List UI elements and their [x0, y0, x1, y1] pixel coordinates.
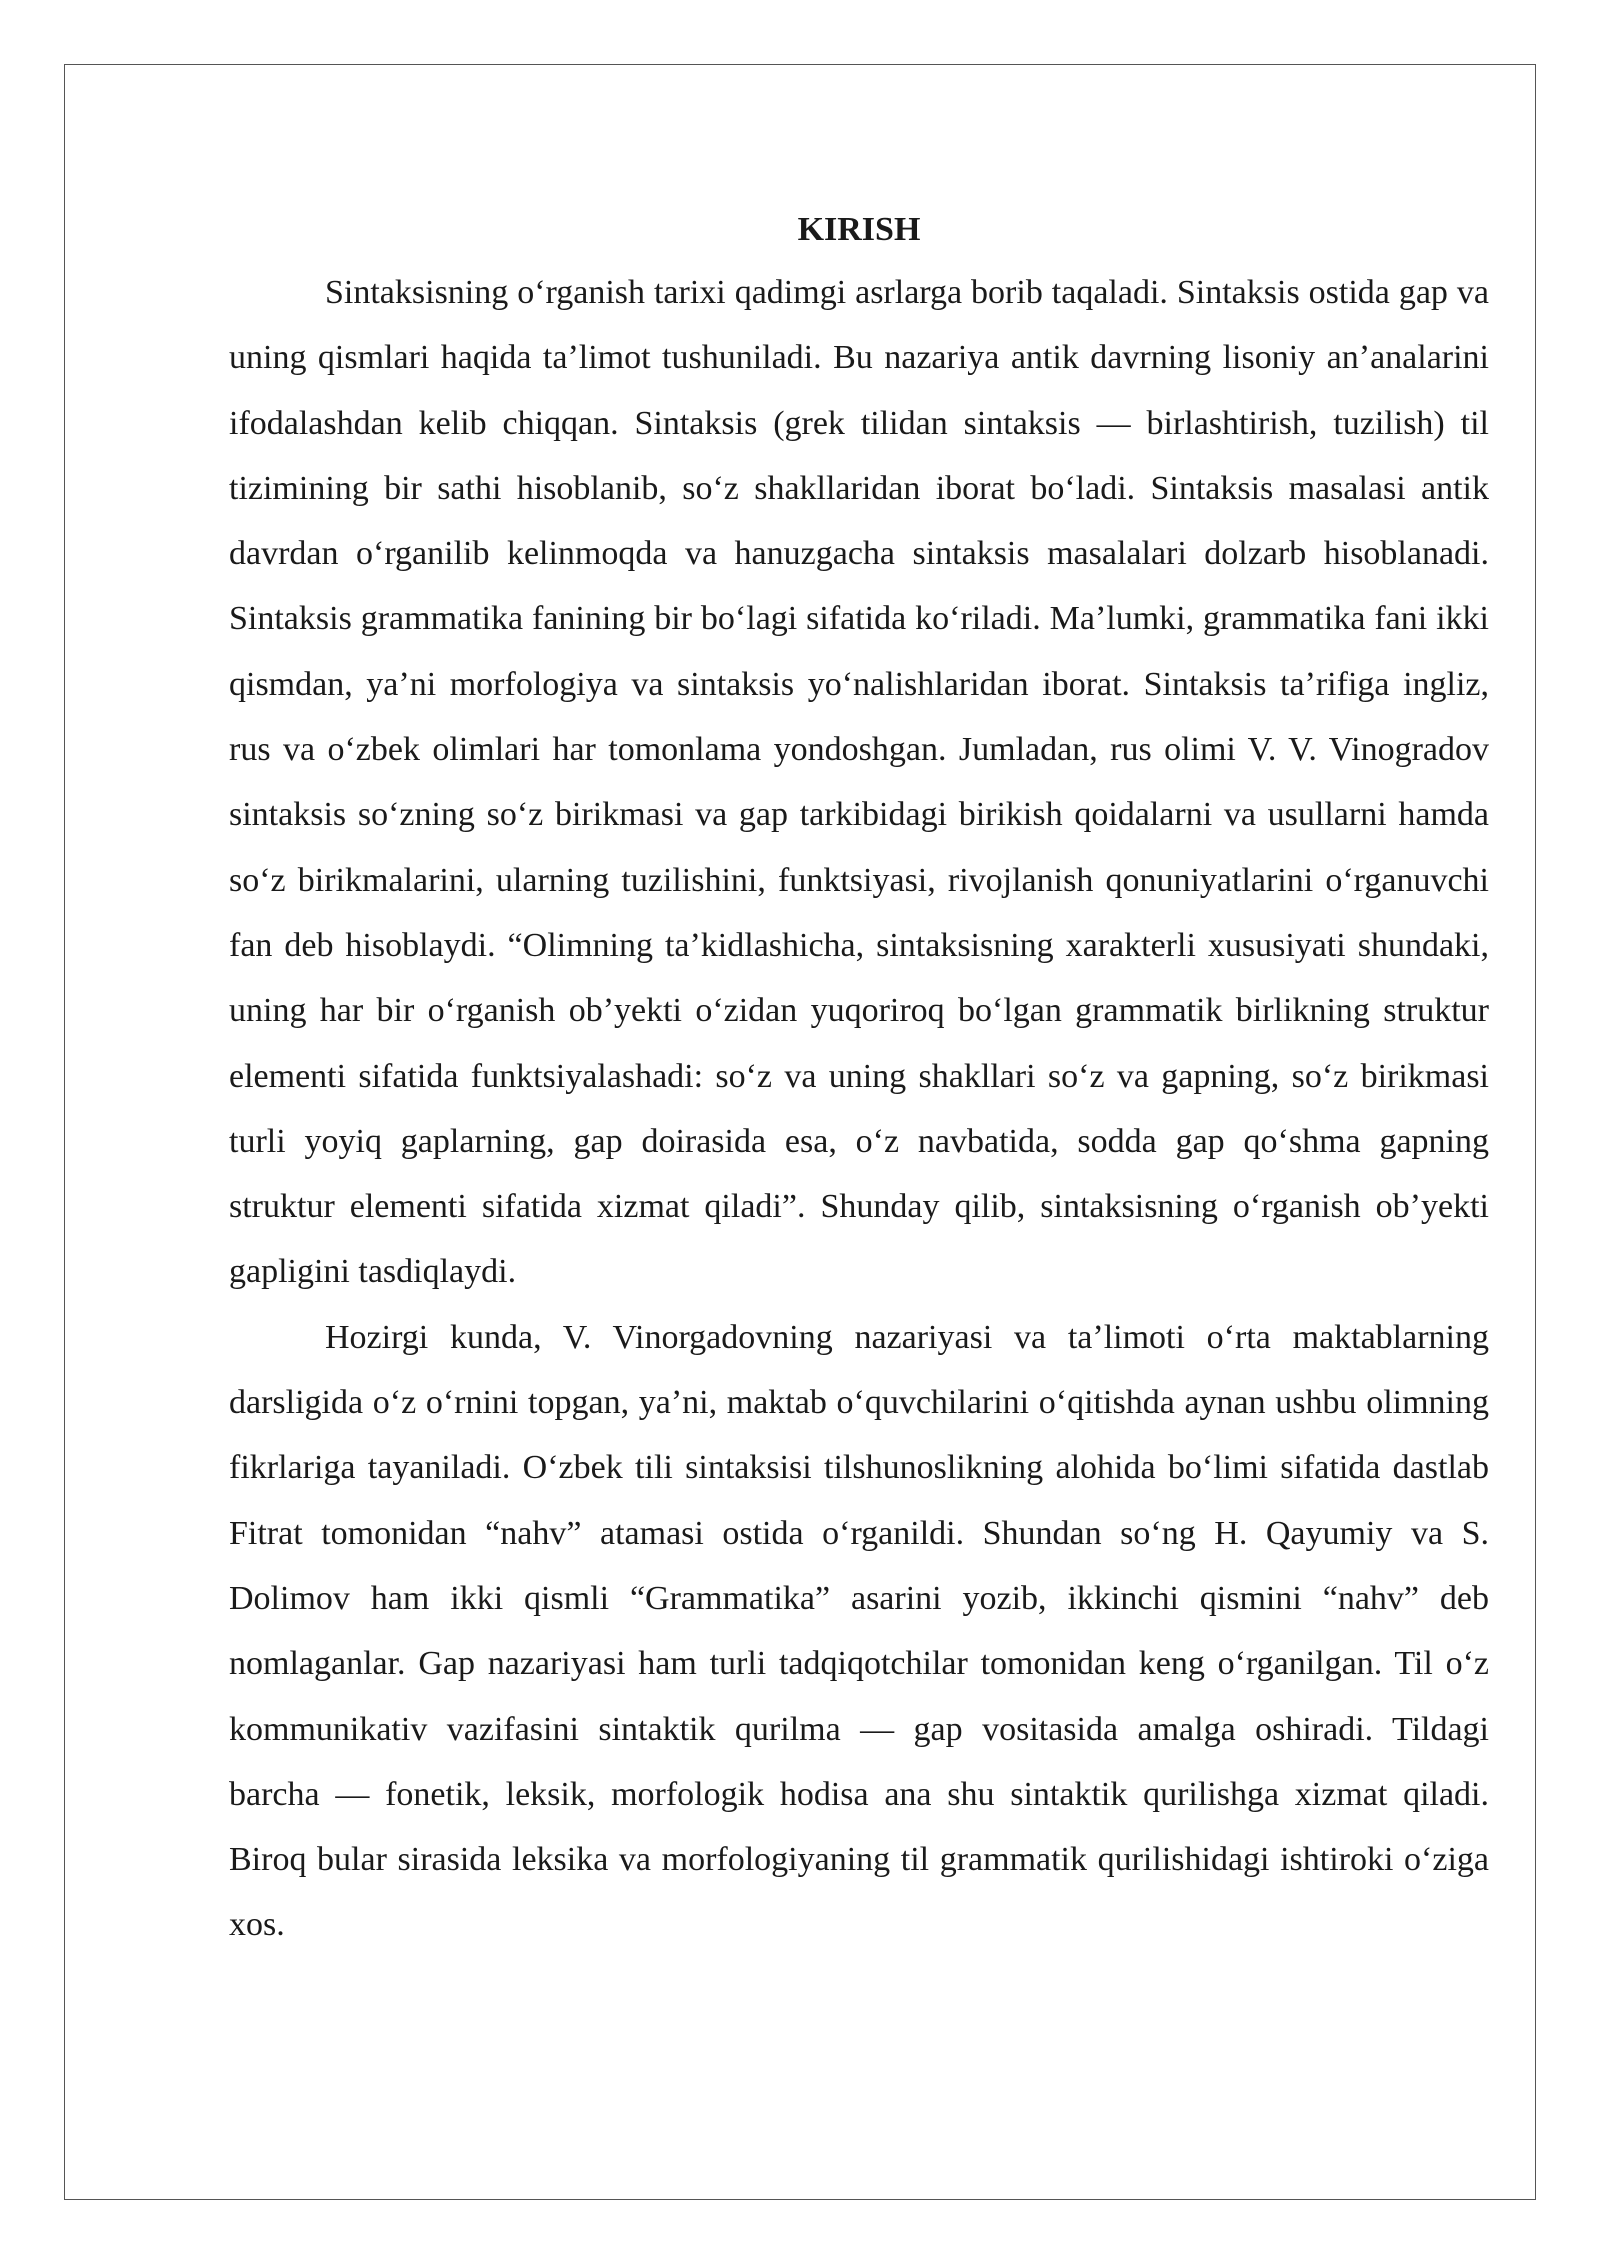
paragraph-2: Hozirgi kunda, V. Vinorgadovning nazariyasi va taʼlimoti oʻrta maktablarning darsligida oʻz oʻrnini topgan, yaʼni, maktab oʻquvchilarini oʻqitishda aynan ushbu olimning fikrlariga tayaniladi. Oʻzbek tili sintaksisi tilshunoslikning alohida boʻlimi sifatida dastlab Fitrat tomonidan “nahv” atamasi ostida oʻrganildi. Shundan soʻng H. Qayumiy va S. Dolimov ham ikki qismli “Grammatika” asarini yozib, ikkinchi qismini “nahv” deb nomlaganlar. Gap nazariyasi ham turli tadqiqotchilar tomonidan keng oʻrganilgan. Til oʻz kommunikativ vazifasini sintaktik qurilma — gap vositasida amalga oshiradi. Tildagi barcha — fonetik, leksik, morfologik hodisa ana shu sintaktik qurilishga xizmat qiladi. Biroq bular sirasida leksika va morfologiyaning til grammatik qurilishidagi ishtiroki oʻziga xos. [229, 1318, 1489, 1944]
document-body [229, 200, 1489, 1958]
paragraph-1: Sintaksisning oʻrganish tarixi qadimgi asrlarga borib taqaladi. Sintaksis ostida gap va uning qismlari haqida taʼlimot tushuniladi. Bu nazariya antik davrning lisoniy anʼanalarini ifodalashdan kelib chiqqan. Sintaksis (grek tilidan sintaksis — birlashtirish, tuzilish) til tizimining bir sathi hisoblanib, soʻz shakllaridan iborat boʻladi. Sintaksis masalasi antik davrdan oʻrganilib kelinmoqda va hanuzgacha sintaksis masalalari dolzarb hisoblanadi. Sintaksis grammatika fanining bir boʻlagi sifatida koʻriladi. Maʼlumki, grammatika fani ikki qismdan, yaʼni morfologiya va sintaksis yoʻnalishlaridan iborat. Sintaksis taʼrifiga ingliz, rus va oʻzbek olimlari har tomonlama yondoshgan. Jumladan, rus olimi V. V. Vinogradov sintaksis soʻzning soʻz birikmasi va gap tarkibidagi birikish qoidalarni va usullarni hamda soʻz birikmalarini, ularning tuzilishini, funktsiyasi, rivojlanish qonuniyatlarini oʻrganuvchi fan deb hisoblaydi. “Olimning taʼkidlashicha, sintaksisning xarakterli xususiyati shundaki, uning har bir oʻrganish obʼyekti oʻzidan yuqoriroq boʻlgan grammatik birlikning struktur elementi sifatida funktsiyalashadi: soʻz va uning shakllari soʻz va gapning, soʻz birikmasi turli yoyiq gaplarning, gap doirasida esa, oʻz navbatida, sodda gap qoʻshma gapning struktur elementi sifatida xizmat qiladi”. Shunday qilib, sintaksisning oʻrganish obʼyekti gapligini tasdiqlaydi. [229, 274, 1489, 1291]
document-title: KIRISH [797, 211, 921, 248]
